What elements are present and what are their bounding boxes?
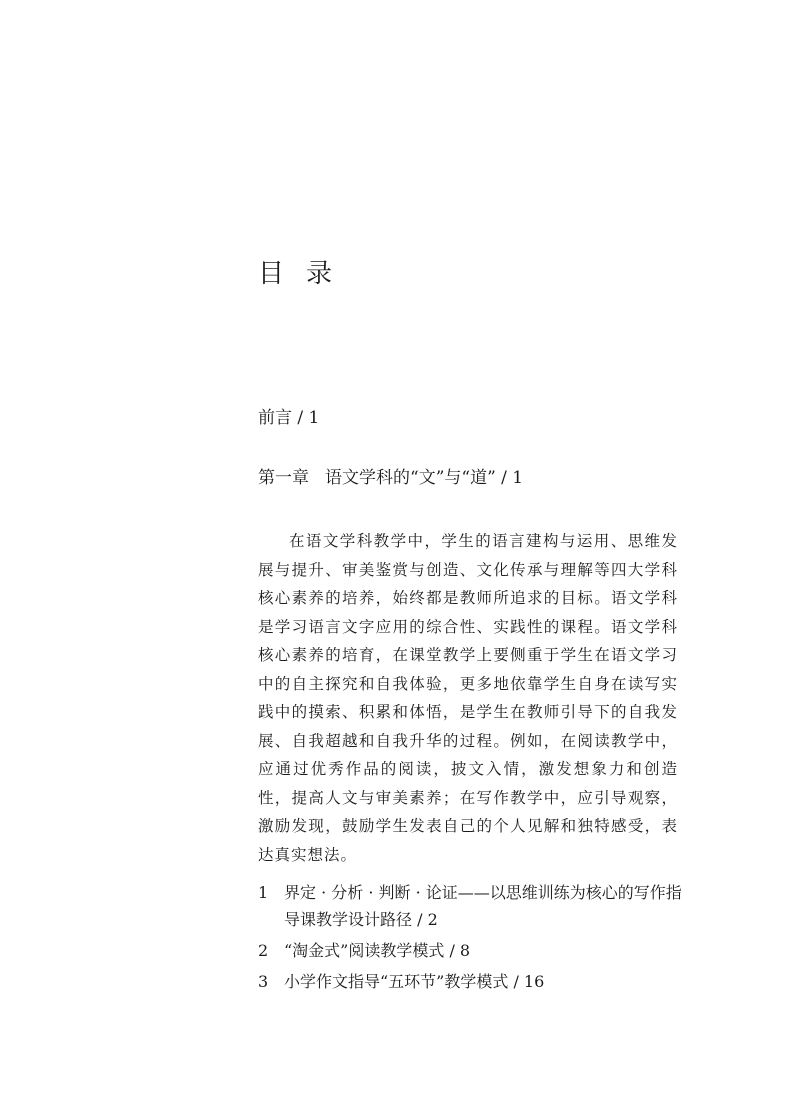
- section-number: 3: [258, 972, 269, 991]
- section-number: 1: [258, 883, 269, 902]
- section-title: 小学作文指导“五环节”教学模式 / 16: [284, 972, 545, 991]
- section-item: [258, 879, 688, 933]
- chapter-title: 语文学科的“文”与“道” / 1: [325, 468, 524, 488]
- section-title: “淘金式”阅读教学模式 / 8: [284, 941, 471, 960]
- chapter-number: 第一章: [258, 468, 309, 488]
- section-list: [258, 879, 688, 999]
- toc-entry-preface: 前言 / 1: [258, 408, 320, 428]
- section-item: [258, 968, 688, 995]
- section-title: 界定 · 分析 · 判断 · 论证——以思维训练为核心的写作指导课教学设计路径 / 2: [284, 883, 682, 929]
- section-item: [258, 937, 688, 964]
- chapter-summary: 在语文学科教学中，学生的语言建构与运用、思维发展与提升、审美鉴赏与创造、文化传承与理解等四大学科核心素养的培养，始终都是教师所追求的目标。语文学科是学习语言文字应用的综合性、实践性的课程。语文学科核心素养的培育，在课堂教学上要侧重于学生在语文学习中的自主探究和自我体验，更多地依靠学生自身在读写实践中的摸索、积累和体悟，是学生在教师引导下的自我发展、自我超越和自我升华的过程。例如，在阅读教学中，应通过优秀作品的阅读，披文入情，激发想象力和创造性，提高人文与审美素养；在写作教学中，应引导观察，激励发现，鼓励学生发表自己的个人见解和独特感受，表达真实想法。: [258, 532, 678, 864]
- section-number: 2: [258, 941, 269, 960]
- toc-title: 目录: [258, 259, 355, 289]
- toc-entry-chapter-1: [258, 466, 523, 490]
